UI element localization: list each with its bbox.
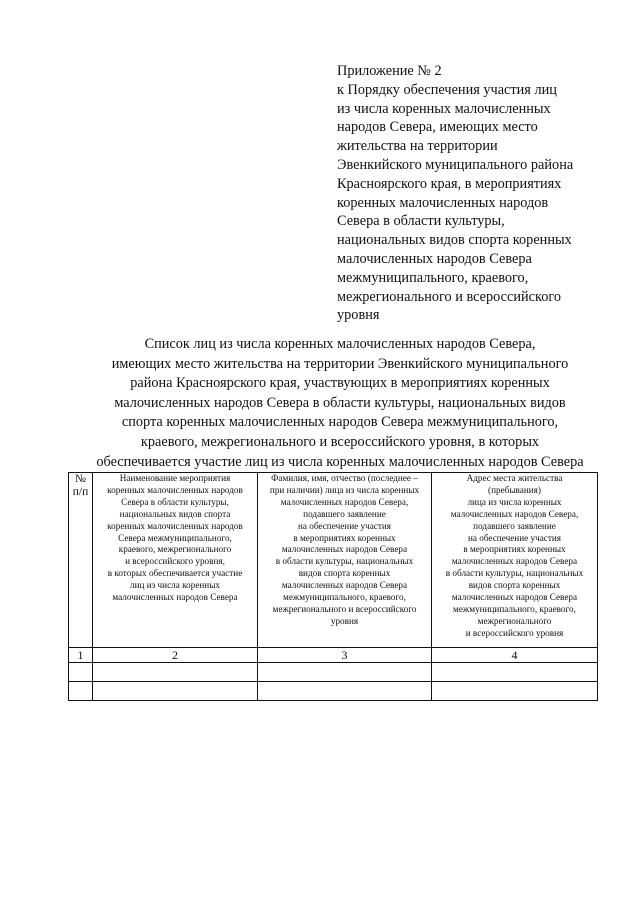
header-line: в которых обеспечивается участие (107, 568, 243, 579)
header-line: Севера в области культуры, (121, 496, 229, 507)
header-line: подавшего заявление (303, 508, 386, 519)
header-line: при наличии) лица из числа коренных (269, 484, 420, 495)
appendix-line: межрегионального и всероссийского (337, 288, 562, 305)
column-number: 3 (258, 648, 432, 663)
header-line: коренных малочисленных народов (107, 484, 243, 495)
appendix-line: коренных малочисленных народов (337, 194, 549, 211)
header-line: малочисленных народов Севера (281, 544, 408, 555)
header-line: межрегионального (477, 615, 552, 626)
title-line: краевого, межрегионального и всероссийского уровня, в которых (140, 433, 540, 450)
appendix-line: из числа коренных малочисленных (337, 100, 551, 117)
header-line: малочисленных народов Севера (451, 592, 578, 603)
header-line: малочисленных народов Севера, (450, 508, 579, 519)
table-cell (432, 682, 598, 701)
header-line: межрегионального и всероссийского (272, 603, 417, 614)
header-line: межмуниципального, краевого, (453, 603, 576, 614)
header-line: в мероприятиях коренных (463, 544, 566, 555)
header-line: малочисленных народов Севера, (280, 496, 409, 507)
header-line: краевого, межрегионального (118, 544, 232, 555)
table-row (69, 682, 598, 701)
header-line: Наименование мероприятия (119, 473, 231, 483)
header-line: коренных малочисленных народов (107, 520, 243, 531)
title-line: района Красноярского края, участвующих в мероприятиях коренных (130, 375, 550, 392)
column-number: 2 (93, 648, 258, 663)
header-number (69, 473, 93, 648)
table-cell (258, 663, 432, 682)
appendix-line: Севера в области культуры, (337, 213, 505, 230)
title-line: малочисленных народов Севера в области культуры, национальных видов (114, 394, 566, 411)
header-line: Адрес места жительства (466, 473, 563, 483)
header-line: подавшего заявление (473, 520, 556, 531)
header-line: видов спорта коренных (468, 580, 561, 591)
appendix-line: Приложение № 2 (337, 63, 442, 79)
header-line: Фамилия, имя, отчество (последнее – (271, 473, 418, 483)
title-line: обеспечивается участие лиц из числа коренных малочисленных народов Севера (96, 453, 584, 470)
header-line: в области культуры, национальных (275, 556, 414, 567)
table-cell (69, 682, 93, 701)
header-line: в мероприятиях коренных (293, 532, 396, 543)
header-line: и всероссийского уровня, (125, 556, 225, 567)
appendix-line: национальных видов спорта коренных (337, 232, 572, 249)
title-line: Список лиц из числа коренных малочисленных народов Севера, (144, 336, 536, 352)
header-full-name (258, 473, 432, 648)
title-line: спорта коренных малочисленных народов Севера межмуниципального, (121, 414, 559, 431)
appendix-line: Красноярского края, в мероприятиях (337, 175, 562, 192)
header-line: Севера межмуниципального, (118, 532, 232, 543)
column-number: 1 (69, 648, 93, 663)
header-line: малочисленных народов Севера (112, 592, 238, 603)
header-line: малочисленных народов Севера (281, 580, 408, 591)
header-line: лица из числа коренных (467, 496, 562, 507)
table-cell (93, 682, 258, 701)
header-line: в области культуры, национальных (445, 568, 584, 579)
appendix-block (337, 62, 617, 325)
header-line: (пребывания) (488, 484, 541, 495)
column-number: 4 (432, 648, 598, 663)
header-line: малочисленных народов Севера (451, 556, 578, 567)
header-line: п/п (72, 486, 89, 498)
column-number-row (69, 648, 598, 663)
appendix-line: жительства на территории (337, 138, 498, 155)
table-row (69, 663, 598, 682)
table-cell (432, 663, 598, 682)
appendix-line: малочисленных народов Севера (337, 250, 532, 267)
header-line: национальных видов спорта (119, 508, 231, 519)
header-line: № (75, 473, 86, 485)
header-line: лиц из числа коренных (130, 580, 220, 591)
header-line: видов спорта коренных (298, 568, 391, 579)
appendix-line: к Порядку обеспечения участия лиц (337, 81, 557, 98)
header-line: и всероссийского уровня (465, 627, 564, 638)
appendix-line: уровня (337, 307, 380, 324)
header-line: на обеспечение участия (467, 532, 562, 543)
participants-table (68, 472, 598, 701)
header-address (432, 473, 598, 648)
header-line: межмуниципального, краевого, (283, 592, 406, 603)
table-cell (93, 663, 258, 682)
table-cell (69, 663, 93, 682)
appendix-line: народов Севера, имеющих место (337, 119, 538, 136)
table-cell (258, 682, 432, 701)
appendix-line: межмуниципального, краевого, (337, 269, 529, 286)
title-line: имеющих место жительства на территории Эвенкийского муниципального (111, 355, 569, 372)
header-line: уровня (330, 615, 359, 626)
appendix-line: Эвенкийского муниципального района (337, 156, 574, 173)
table-header-row (69, 473, 598, 648)
header-line: на обеспечение участия (297, 520, 392, 531)
header-event-name (93, 473, 258, 648)
document-title (20, 335, 640, 472)
